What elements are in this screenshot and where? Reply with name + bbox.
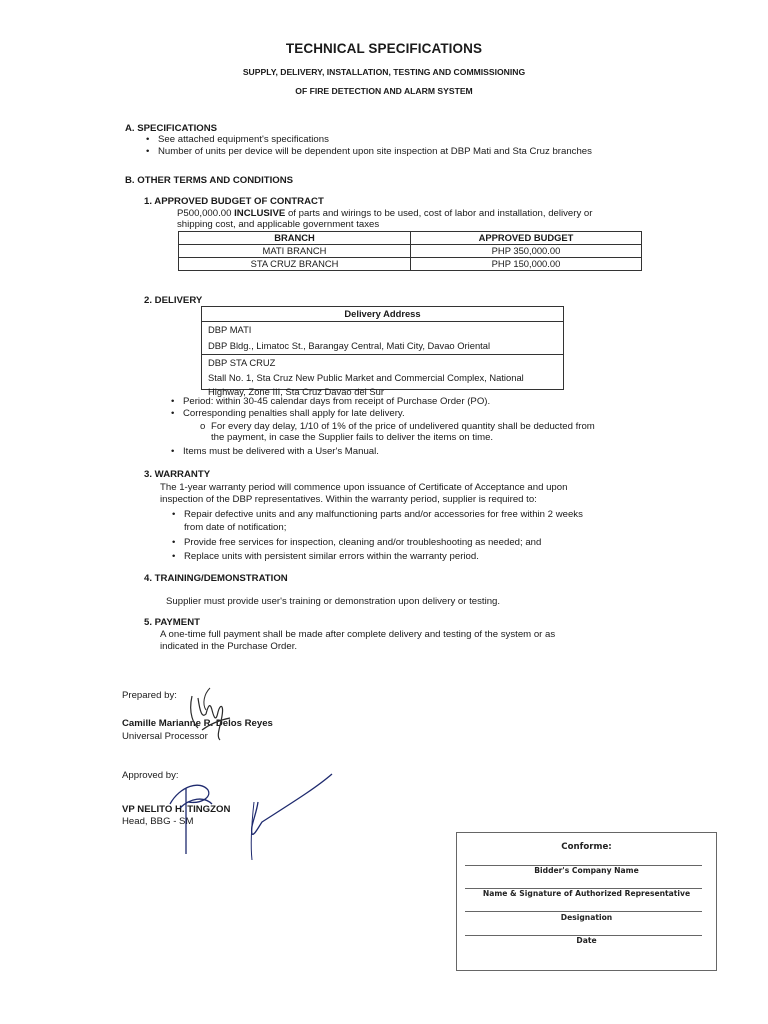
budget-amount-mati: PHP 350,000.00	[411, 245, 642, 258]
delivery-sub-bullet-2: the payment, in case the Supplier fails to deliver the items on time.	[211, 432, 494, 443]
prepared-by-title: Universal Processor	[122, 731, 208, 742]
delivery-address-table	[201, 306, 564, 397]
budget-branch-stacruz: STA CRUZ BRANCH	[179, 258, 411, 271]
delivery-stacruz-address-1: Stall No. 1, Sta Cruz New Public Market and Commercial Complex, National	[208, 372, 524, 383]
delivery-sub-bullet-marker: o	[200, 421, 206, 432]
payment-text-2: indicated in the Purchase Order.	[160, 641, 298, 652]
budget-table	[178, 231, 642, 271]
table-row	[179, 245, 642, 258]
page-title: TECHNICAL SPECIFICATIONS	[285, 41, 483, 56]
delivery-mati-address: DBP Bldg., Limatoc St., Barangay Central, Mati City, Davao Oriental	[208, 340, 491, 351]
warranty-para-1: The 1-year warranty period will commence upon issuance of Certificate of Acceptance and upon	[160, 482, 568, 493]
budget-heading: 1. APPROVED BUDGET OF CONTRACT	[144, 196, 324, 207]
section-b-heading: B. OTHER TERMS AND CONDITIONS	[125, 175, 294, 186]
budget-inclusive: INCLUSIVE	[234, 208, 286, 219]
warranty-heading: 3. WARRANTY	[144, 469, 211, 480]
conforme-title: Conforme:	[561, 842, 612, 852]
approved-by-label: Approved by:	[122, 770, 179, 781]
conforme-field-representative: Name & Signature of Authorized Representative	[482, 889, 691, 898]
payment-heading: 5. PAYMENT	[144, 617, 200, 628]
delivery-mati-name: DBP MATI	[208, 324, 252, 335]
payment-text-1: A one-time full payment shall be made after complete delivery and testing of the system or as	[160, 629, 556, 640]
delivery-address-header: Delivery Address	[202, 307, 563, 322]
conforme-line-3	[465, 911, 702, 912]
conforme-field-date: Date	[576, 936, 597, 945]
delivery-penalties: • Corresponding penalties shall apply for late delivery.	[183, 408, 405, 421]
conforme-field-designation: Designation	[560, 913, 613, 922]
training-text: Supplier must provide user's training or demonstration upon delivery or testing.	[166, 596, 501, 607]
training-heading: 4. TRAINING/DEMONSTRATION	[144, 573, 288, 584]
delivery-stacruz-name: DBP STA CRUZ	[202, 354, 563, 371]
conforme-field-company: Bidder's Company Name	[534, 866, 639, 875]
section-a-heading: A. SPECIFICATIONS	[125, 123, 218, 134]
warranty-bullet-1-cont: from date of notification;	[184, 522, 287, 533]
warranty-bullet-3: • Replace units with persistent similar errors within the warranty period.	[184, 551, 479, 564]
section-a-bullet-1: • See attached equipment's specifications	[158, 134, 329, 147]
delivery-heading: 2. DELIVERY	[144, 295, 203, 306]
table-row	[179, 258, 642, 271]
delivery-period: • Period: within 30-45 calendar days from receipt of Purchase Order (PO).	[183, 396, 490, 409]
budget-table-header	[179, 232, 642, 245]
approved-by-title: Head, BBG - SM	[122, 816, 194, 827]
budget-col-branch: BRANCH	[179, 232, 411, 245]
delivery-stacruz-address-2: Highway, Zone III, Sta Cruz Davao del Sur	[208, 386, 384, 397]
budget-text-rest: of parts and wirings to be used, cost of labor and installation, delivery or	[285, 208, 593, 219]
section-a-bullet-2: • Number of units per device will be dependent upon site inspection at DBP Mati and Sta Cruz branches	[158, 146, 592, 159]
budget-branch-mati: MATI BRANCH	[179, 245, 411, 258]
prepared-by-label: Prepared by:	[122, 690, 177, 701]
page-subtitle-line1: SUPPLY, DELIVERY, INSTALLATION, TESTING AND COMMISSIONING	[242, 67, 526, 77]
budget-description-line2: shipping cost, and applicable government taxes	[177, 219, 380, 230]
delivery-sub-bullet-1: For every day delay, 1/10 of 1% of the price of undelivered quantity shall be deducted from	[211, 421, 595, 432]
warranty-bullet-2: • Provide free services for inspection, cleaning and/or troubleshooting as needed; and	[184, 537, 541, 550]
prepared-by-name: Camille Marianne R. Delos Reyes	[122, 718, 273, 729]
page-subtitle-line2: OF FIRE DETECTION AND ALARM SYSTEM	[295, 86, 473, 96]
budget-amount: P500,000.00	[177, 208, 235, 219]
budget-amount-stacruz: PHP 150,000.00	[411, 258, 642, 271]
prepared-signature-icon	[180, 684, 240, 744]
conforme-box	[456, 832, 717, 971]
delivery-manual: • Items must be delivered with a User's Manual.	[183, 446, 379, 459]
budget-col-amount: APPROVED BUDGET	[411, 232, 642, 245]
warranty-para-2: inspection of the DBP representatives. Within the warranty period, supplier is required to:	[160, 494, 537, 505]
approved-by-name: VP NELITO H. TINGZON	[122, 804, 231, 815]
warranty-bullet-1: • Repair defective units and any malfunctioning parts and/or accessories for free within 2 weeks	[184, 509, 583, 522]
approved-signature-icon	[140, 764, 340, 864]
